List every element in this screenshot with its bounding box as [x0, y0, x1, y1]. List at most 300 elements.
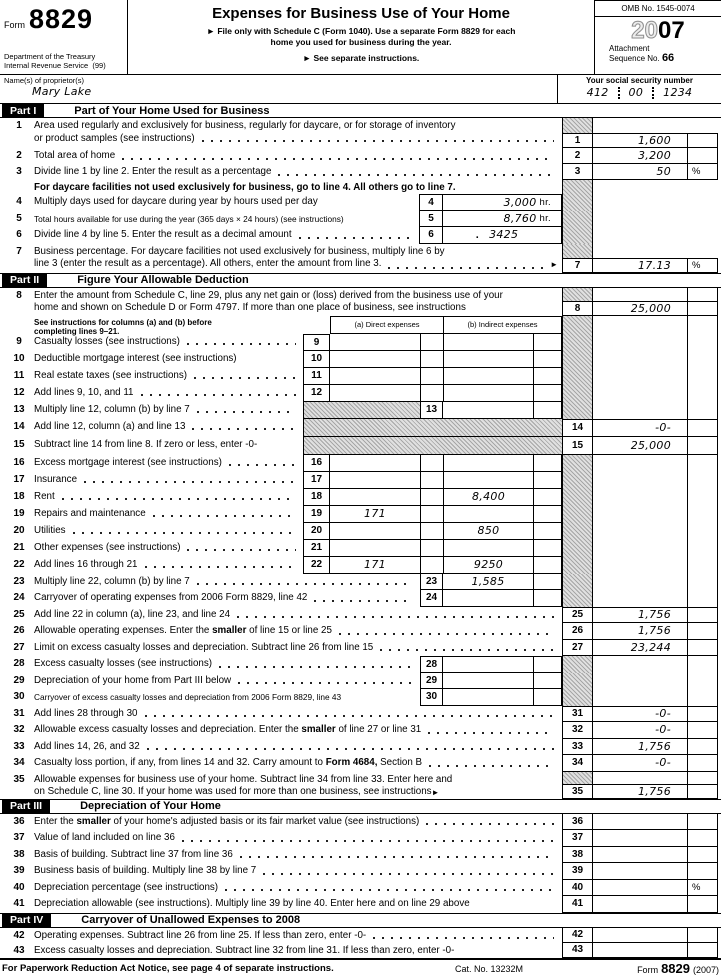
- catalog-number: Cat. No. 13232M: [455, 963, 524, 974]
- dot-leader: [387, 258, 546, 272]
- line-27-label: Limit on excess casualty losses and depreciation. Subtract line 26 from line 15: [34, 640, 558, 657]
- line-23-row: [0, 574, 721, 591]
- line-42-label: Operating expenses. Subtract line 26 from line 25. If less than zero, enter -0-: [34, 928, 558, 943]
- dot-leader: [193, 370, 296, 383]
- line-28-number: 28: [13, 658, 25, 669]
- dot-leader: [262, 865, 554, 878]
- line-16-indirect-field[interactable]: [443, 455, 533, 472]
- line-26-label: Allowable operating expenses. Enter the smaller of line 15 or line 25: [34, 623, 558, 640]
- line-40-row: [0, 880, 721, 897]
- line-31-amount-field[interactable]: -0-: [593, 706, 687, 723]
- line-2-box-number: 2: [562, 148, 593, 164]
- line-26-number: 26: [13, 625, 25, 636]
- line-42-cents-cell[interactable]: [687, 928, 718, 943]
- line-38-amount-field[interactable]: [593, 847, 687, 864]
- part-bar: [0, 799, 721, 814]
- line-39-label: Business basis of building. Multiply line 38 by line 7: [34, 863, 558, 880]
- right-rule: [687, 590, 718, 607]
- line-15-row: [0, 437, 721, 455]
- line-16-label: Excess mortgage interest (see instructions): [34, 455, 300, 472]
- line-15-number: 15: [13, 438, 25, 450]
- line-36-row: [0, 814, 721, 831]
- line-23-label: Multiply line 22, column (b) by line 7: [34, 574, 415, 591]
- arrow-icon: ►: [431, 788, 440, 797]
- line-42-row: [0, 928, 721, 943]
- line-3-cents-cell[interactable]: %: [687, 164, 718, 180]
- line-30-label: Carryover of excess casualty losses and depreciation from 2006 Form 8829, line 43: [34, 692, 342, 702]
- line-39-box-number: 39: [562, 863, 593, 880]
- line-12-indirect-field[interactable]: [443, 385, 533, 402]
- dot-leader: [140, 387, 297, 400]
- dot-leader: [218, 658, 411, 671]
- line-4-label: For daycare facilities not used exclusively for business, go to line 4. All others go to line 7.: [34, 182, 456, 193]
- line-9-indirect-field[interactable]: [443, 334, 533, 351]
- line-25-number: 25: [13, 608, 25, 620]
- line-19-direct-field[interactable]: 171: [330, 506, 420, 523]
- line-8-box-number: 8: [562, 301, 593, 316]
- line-26-cents-cell[interactable]: [687, 623, 718, 640]
- line-43-row: [0, 943, 721, 958]
- line-33-cents-cell[interactable]: [687, 739, 718, 756]
- line-27-row: [0, 640, 721, 657]
- line-41-cents-cell[interactable]: [687, 896, 718, 913]
- line-14-label: Add line 12, column (a) and line 13: [34, 419, 300, 437]
- line-33-number: 33: [13, 740, 25, 752]
- line-38-number: 38: [13, 848, 25, 860]
- line-10-number: 10: [13, 352, 25, 364]
- line-7-number: 7: [16, 245, 22, 257]
- dot-leader: [277, 166, 554, 179]
- line-15-cents-cell[interactable]: [687, 437, 718, 455]
- line-14-cents-cell[interactable]: [687, 419, 718, 437]
- part-label: Part III: [2, 800, 50, 813]
- line-15-amount-field[interactable]: 25,000: [593, 437, 687, 455]
- dot-leader: [228, 457, 296, 470]
- line-40-cents-cell[interactable]: %: [687, 880, 718, 897]
- line-21-row: [0, 540, 721, 557]
- line-25-cents-cell[interactable]: [687, 607, 718, 624]
- line-20-indirect-cents[interactable]: [533, 523, 562, 540]
- line-43-cents-cell[interactable]: [687, 943, 718, 958]
- line-24-value-field[interactable]: [443, 590, 533, 607]
- line-22-indirect-cents[interactable]: [533, 557, 562, 574]
- line-2-amount-field[interactable]: 3,200: [593, 148, 687, 164]
- ssn-field[interactable]: 412 00 1234: [586, 86, 693, 99]
- right-rule: [687, 673, 718, 690]
- line-28-value-field[interactable]: [443, 656, 533, 673]
- line-1-row: [0, 118, 721, 148]
- line-16-direct-cents[interactable]: [420, 455, 443, 472]
- line-27-number: 27: [13, 641, 25, 653]
- line-36-box-number: 36: [562, 814, 593, 831]
- line-31-row: [0, 706, 721, 723]
- line-1-number: 1: [16, 120, 22, 131]
- file-note: ► File only with Schedule C (Form 1040). Use a separate Form 8829 for each home you used for business during the year.: [206, 26, 516, 47]
- column-a-header: (a) Direct expenses: [330, 316, 443, 334]
- line-20-direct-field[interactable]: [330, 523, 420, 540]
- line-29-value-field[interactable]: [443, 673, 533, 690]
- line-19-indirect-cents[interactable]: [533, 506, 562, 523]
- line-19-number: 19: [13, 507, 25, 519]
- line-22-box-number: 22: [303, 557, 330, 574]
- line-30-cents[interactable]: [533, 689, 562, 706]
- line-21-label: Other expenses (see instructions): [34, 540, 300, 557]
- line-20-indirect-field[interactable]: 850: [443, 523, 533, 540]
- line-37-box-number: 37: [562, 830, 593, 847]
- shaded-strip: [562, 180, 593, 194]
- line-8-row: [0, 288, 721, 316]
- line-11-indirect-cents[interactable]: [533, 368, 562, 385]
- line-40-label: Depreciation percentage (see instructions): [34, 880, 558, 897]
- line-39-cents-cell[interactable]: [687, 863, 718, 880]
- form-number: 8829: [29, 4, 94, 34]
- line-12-box-number: 12: [303, 385, 330, 402]
- line-3-amount-field[interactable]: 50: [593, 164, 687, 180]
- line-7-amount-field[interactable]: 17.13: [593, 258, 687, 273]
- shaded-strip: [562, 772, 593, 784]
- line-12-direct-field[interactable]: [330, 385, 420, 402]
- line-26-row: [0, 623, 721, 640]
- line-11-direct-cents[interactable]: [420, 368, 443, 385]
- omb-year-block: [595, 0, 721, 74]
- form-number-block: [0, 0, 127, 74]
- decimal-point: .: [475, 228, 480, 241]
- right-rule: [687, 523, 718, 540]
- line-13-row: [0, 402, 721, 419]
- line-17-direct-field[interactable]: [330, 472, 420, 489]
- right-rule: [687, 557, 718, 574]
- line-40-box-number: 40: [562, 880, 593, 897]
- line-41-box-number: 41: [562, 896, 593, 913]
- line-10-indirect-field[interactable]: [443, 351, 533, 368]
- right-rule: [687, 489, 718, 506]
- right-rule: [687, 455, 718, 472]
- line-18-box-number: 18: [303, 489, 330, 506]
- line-29-cents[interactable]: [533, 673, 562, 690]
- line-42-number: 42: [13, 929, 25, 941]
- line-9-direct-cents[interactable]: [420, 334, 443, 351]
- dept-treasury: Department of the Treasury: [4, 52, 96, 61]
- right-rule: [687, 656, 718, 673]
- right-rule: [687, 540, 718, 557]
- line-18-row: [0, 489, 721, 506]
- line-41-label: Depreciation allowable (see instructions). Multiply line 39 by line 40. Enter here and on line 29 above: [34, 898, 470, 909]
- line-11-indirect-field[interactable]: [443, 368, 533, 385]
- line-28-row: [0, 656, 721, 673]
- line-6-label: Divide line 4 by line 5. Enter the result as a decimal amount: [34, 227, 414, 244]
- line-17-label: Insurance: [34, 472, 300, 489]
- line-23-cents[interactable]: [533, 574, 562, 591]
- line-1-cents-cell[interactable]: [687, 133, 718, 148]
- line-34-number: 34: [13, 757, 25, 768]
- line-21-number: 21: [13, 541, 25, 553]
- line-32-cents-cell[interactable]: [687, 722, 718, 739]
- line-11-direct-field[interactable]: [330, 368, 420, 385]
- dot-leader: [121, 150, 554, 163]
- shaded-strip: [562, 540, 593, 557]
- line-colhdr-row: [0, 316, 721, 334]
- line-34-cents-cell[interactable]: [687, 755, 718, 772]
- paperwork-notice: For Paperwork Reduction Act Notice, see page 4 of separate instructions.: [2, 962, 334, 974]
- line-33-amount-field[interactable]: 1,756: [593, 739, 687, 756]
- line-43-label: Excess casualty losses and depreciation. Subtract line 32 from line 31. If less than zero, enter -0-: [34, 944, 455, 956]
- line-17-indirect-cents[interactable]: [533, 472, 562, 489]
- line-21-indirect-field[interactable]: [443, 540, 533, 557]
- line-21-indirect-cents[interactable]: [533, 540, 562, 557]
- shaded-strip: [562, 288, 593, 301]
- line-41-amount-field[interactable]: [593, 896, 687, 913]
- line-8-label: Enter the amount from Schedule C, line 29, plus any net gain or (loss) derived from the business use of your home and shown on Schedule D or Form 4797. If more than one place of business, see instructions: [34, 289, 503, 313]
- line-26-amount-field[interactable]: 1,756: [593, 623, 687, 640]
- line-17-row: [0, 472, 721, 489]
- line-25-amount-field[interactable]: 1,756: [593, 607, 687, 624]
- part-title: Depreciation of Your Home: [80, 800, 221, 812]
- line-31-cents-cell[interactable]: [687, 706, 718, 723]
- proprietor-name-label: Name(s) of proprietor(s): [4, 76, 85, 85]
- line-37-number: 37: [13, 832, 25, 843]
- line-8-cents-cell[interactable]: [687, 301, 718, 316]
- line-21-direct-field[interactable]: [330, 540, 420, 557]
- dot-leader: [186, 336, 296, 349]
- form-title-block: [127, 0, 595, 74]
- line-10-box-number: 10: [303, 351, 330, 368]
- part-bar: [0, 103, 721, 118]
- right-rule: [687, 472, 718, 489]
- line-35-amount-field[interactable]: 1,756: [593, 784, 687, 799]
- line-20-direct-cents[interactable]: [420, 523, 443, 540]
- line-23-value-field[interactable]: 1,585: [443, 574, 533, 591]
- line-18-direct-cents[interactable]: [420, 489, 443, 506]
- line-13-box-number: 13: [420, 402, 443, 419]
- line-29-row: [0, 673, 721, 690]
- line-4-label: Multiply days used for daycare during year by hours used per day: [34, 196, 318, 207]
- line-40-amount-field[interactable]: [593, 880, 687, 897]
- line-13-indirect-cents[interactable]: [533, 402, 562, 419]
- line-32-number: 32: [13, 724, 25, 735]
- line-4-box-number: 4: [419, 194, 443, 211]
- line-19-box-number: 19: [303, 506, 330, 523]
- line-22-direct-cents[interactable]: [420, 557, 443, 574]
- line-29-box-number: 29: [420, 673, 443, 690]
- line-11-number: 11: [13, 369, 25, 381]
- line-12-number: 12: [13, 386, 25, 398]
- line-17-indirect-field[interactable]: [443, 472, 533, 489]
- right-rule: [687, 574, 718, 591]
- form-footer: [0, 958, 721, 978]
- dot-leader: [379, 642, 554, 655]
- line-33-row: [0, 739, 721, 756]
- dot-leader: [144, 559, 297, 572]
- line-36-number: 36: [13, 815, 25, 827]
- line-34-box-number: 34: [562, 755, 593, 772]
- line-1-box-number: 1: [562, 133, 593, 148]
- line-5-value-field[interactable]: 8,760 hr.: [443, 211, 562, 228]
- line-9-direct-field[interactable]: [330, 334, 420, 351]
- tax-year: 2007: [631, 17, 685, 44]
- dot-leader: [372, 930, 554, 943]
- line-20-row: [0, 523, 721, 540]
- line-9-label: Casualty losses (see instructions): [34, 334, 300, 351]
- line-25-box-number: 25: [562, 607, 593, 624]
- line-17-box-number: 17: [303, 472, 330, 489]
- line-35-box-number: 35: [562, 784, 593, 799]
- line-2-row: [0, 148, 721, 164]
- line-22-indirect-field[interactable]: 9250: [443, 557, 533, 574]
- dot-leader: [83, 474, 296, 487]
- shaded-strip: [562, 227, 593, 244]
- line-7-cents-cell[interactable]: %: [687, 258, 718, 273]
- line-4-value-field[interactable]: 3,000 hr.: [443, 194, 562, 211]
- dot-leader: [425, 816, 554, 829]
- line-24-box-number: 24: [420, 590, 443, 607]
- shaded-cell: [303, 402, 420, 419]
- line-36-cents-cell[interactable]: [687, 814, 718, 831]
- dot-leader: [152, 508, 296, 521]
- dot-leader: [186, 542, 296, 555]
- line-3-number: 3: [16, 166, 22, 177]
- line-18-indirect-cents[interactable]: [533, 489, 562, 506]
- shaded-strip: [562, 118, 593, 133]
- shaded-strip: [562, 316, 593, 334]
- dept-irs: Internal Revenue Service (99): [4, 61, 106, 70]
- line-16-box-number: 16: [303, 455, 330, 472]
- line-14-amount-field[interactable]: -0-: [593, 419, 687, 437]
- line-31-box-number: 31: [562, 706, 593, 723]
- line-39-row: [0, 863, 721, 880]
- line-19-row: [0, 506, 721, 523]
- line-18-direct-field[interactable]: [330, 489, 420, 506]
- right-rule: [687, 772, 718, 784]
- line-10-label: Deductible mortgage interest (see instructions): [34, 352, 237, 364]
- line-16-direct-field[interactable]: [330, 455, 420, 472]
- line-38-cents-cell[interactable]: [687, 847, 718, 864]
- line-18-label: Rent: [34, 489, 300, 506]
- line-6-value-field[interactable]: . 3425: [443, 227, 562, 244]
- line-38-box-number: 38: [562, 847, 593, 864]
- right-rule: [687, 385, 718, 402]
- line-35-number: 35: [13, 773, 25, 785]
- unit-label: hr.: [539, 212, 551, 224]
- line-35-label: Allowable expenses for business use of your home. Subtract line 34 from line 33. Enter here and on Schedule C, line 30. If your home was used for more than one business, see instructions ►: [34, 772, 558, 799]
- part-title: Carryover of Unallowed Expenses to 2008: [81, 914, 301, 926]
- form-word: Form: [4, 20, 25, 30]
- line-27-box-number: 27: [562, 640, 593, 657]
- shaded-strip: [562, 673, 593, 690]
- line-37-row: [0, 830, 721, 847]
- line-1-amount-field[interactable]: 1,600: [593, 133, 687, 148]
- line-18-indirect-field[interactable]: 8,400: [443, 489, 533, 506]
- line-36-amount-field[interactable]: [593, 814, 687, 831]
- part-bar: [0, 273, 721, 288]
- right-rule: [687, 402, 718, 419]
- dot-leader: [61, 491, 296, 504]
- line-21-direct-cents[interactable]: [420, 540, 443, 557]
- dot-leader: [338, 625, 554, 638]
- right-rule: [687, 506, 718, 523]
- line-35-row: [0, 772, 721, 799]
- line-16-indirect-cents[interactable]: [533, 455, 562, 472]
- line-4-row: [0, 194, 721, 211]
- line-30-box-number: 30: [420, 689, 443, 706]
- line-19-indirect-field[interactable]: [443, 506, 533, 523]
- line-10-direct-cents[interactable]: [420, 351, 443, 368]
- line-22-row: [0, 557, 721, 574]
- line-34-row: [0, 755, 721, 772]
- line-43-box-number: 43: [562, 943, 593, 958]
- proprietor-name-cell: [0, 75, 557, 103]
- line-14-number: 14: [13, 420, 25, 432]
- line-28-box-number: 28: [420, 656, 443, 673]
- line-42-box-number: 42: [562, 928, 593, 943]
- line-20-label: Utilities: [34, 523, 300, 540]
- ssn-separator: [652, 87, 654, 99]
- column-b-header: (b) Indirect expenses: [443, 316, 562, 334]
- line-35-cents-cell[interactable]: [687, 784, 718, 799]
- line-43-amount-field[interactable]: [593, 943, 687, 958]
- line-9-indirect-cents[interactable]: [533, 334, 562, 351]
- proprietor-name-field[interactable]: Mary Lake: [32, 85, 92, 98]
- attachment-sequence: Attachment Sequence No. 66: [609, 44, 675, 64]
- line-22-direct-field[interactable]: 171: [330, 557, 420, 574]
- ssn-cell: [557, 75, 721, 103]
- line-24-number: 24: [13, 592, 25, 603]
- shaded-strip: [562, 455, 593, 472]
- shaded-strip: [562, 385, 593, 402]
- line-27-amount-field[interactable]: 23,244: [593, 640, 687, 657]
- line-30-value-field[interactable]: [443, 689, 533, 706]
- dot-leader: [181, 832, 554, 845]
- dot-leader: [201, 133, 554, 146]
- part-label: Part IV: [2, 914, 51, 927]
- line-19-direct-cents[interactable]: [420, 506, 443, 523]
- line-4-number: 4: [16, 196, 22, 207]
- line-37-cents-cell[interactable]: [687, 830, 718, 847]
- shaded-strip: [562, 590, 593, 607]
- line-32-amount-field[interactable]: -0-: [593, 722, 687, 739]
- line-8-amount-field[interactable]: 25,000: [593, 301, 687, 316]
- line-16-row: [0, 455, 721, 472]
- line-37-amount-field[interactable]: [593, 830, 687, 847]
- ssn-separator: [618, 87, 620, 99]
- line-27-cents-cell[interactable]: [687, 640, 718, 657]
- line-28-cents[interactable]: [533, 656, 562, 673]
- right-rule: [687, 334, 718, 351]
- part-bar: [0, 913, 721, 928]
- line-25-row: [0, 607, 721, 624]
- line-17-direct-cents[interactable]: [420, 472, 443, 489]
- line-2-cents-cell[interactable]: [687, 148, 718, 164]
- line-12-direct-cents[interactable]: [420, 385, 443, 402]
- arrow-icon: ►: [550, 260, 558, 269]
- right-rule: [687, 316, 718, 334]
- line-13-indirect-field[interactable]: [443, 402, 533, 419]
- line-10-indirect-cents[interactable]: [533, 351, 562, 368]
- shaded-cell: [303, 437, 562, 455]
- line-23-box-number: 23: [420, 574, 443, 591]
- line-24-cents[interactable]: [533, 590, 562, 607]
- dot-leader: [72, 525, 296, 538]
- dot-leader: [239, 849, 554, 862]
- dot-leader: [313, 592, 411, 605]
- line-10-direct-field[interactable]: [330, 351, 420, 368]
- line-20-number: 20: [13, 524, 25, 536]
- line-42-amount-field[interactable]: [593, 928, 687, 943]
- shaded-strip: [562, 506, 593, 523]
- line-25-label: Add line 22 in column (a), line 23, and line 24: [34, 607, 558, 624]
- line-39-amount-field[interactable]: [593, 863, 687, 880]
- line-12-indirect-cents[interactable]: [533, 385, 562, 402]
- line-34-amount-field[interactable]: -0-: [593, 755, 687, 772]
